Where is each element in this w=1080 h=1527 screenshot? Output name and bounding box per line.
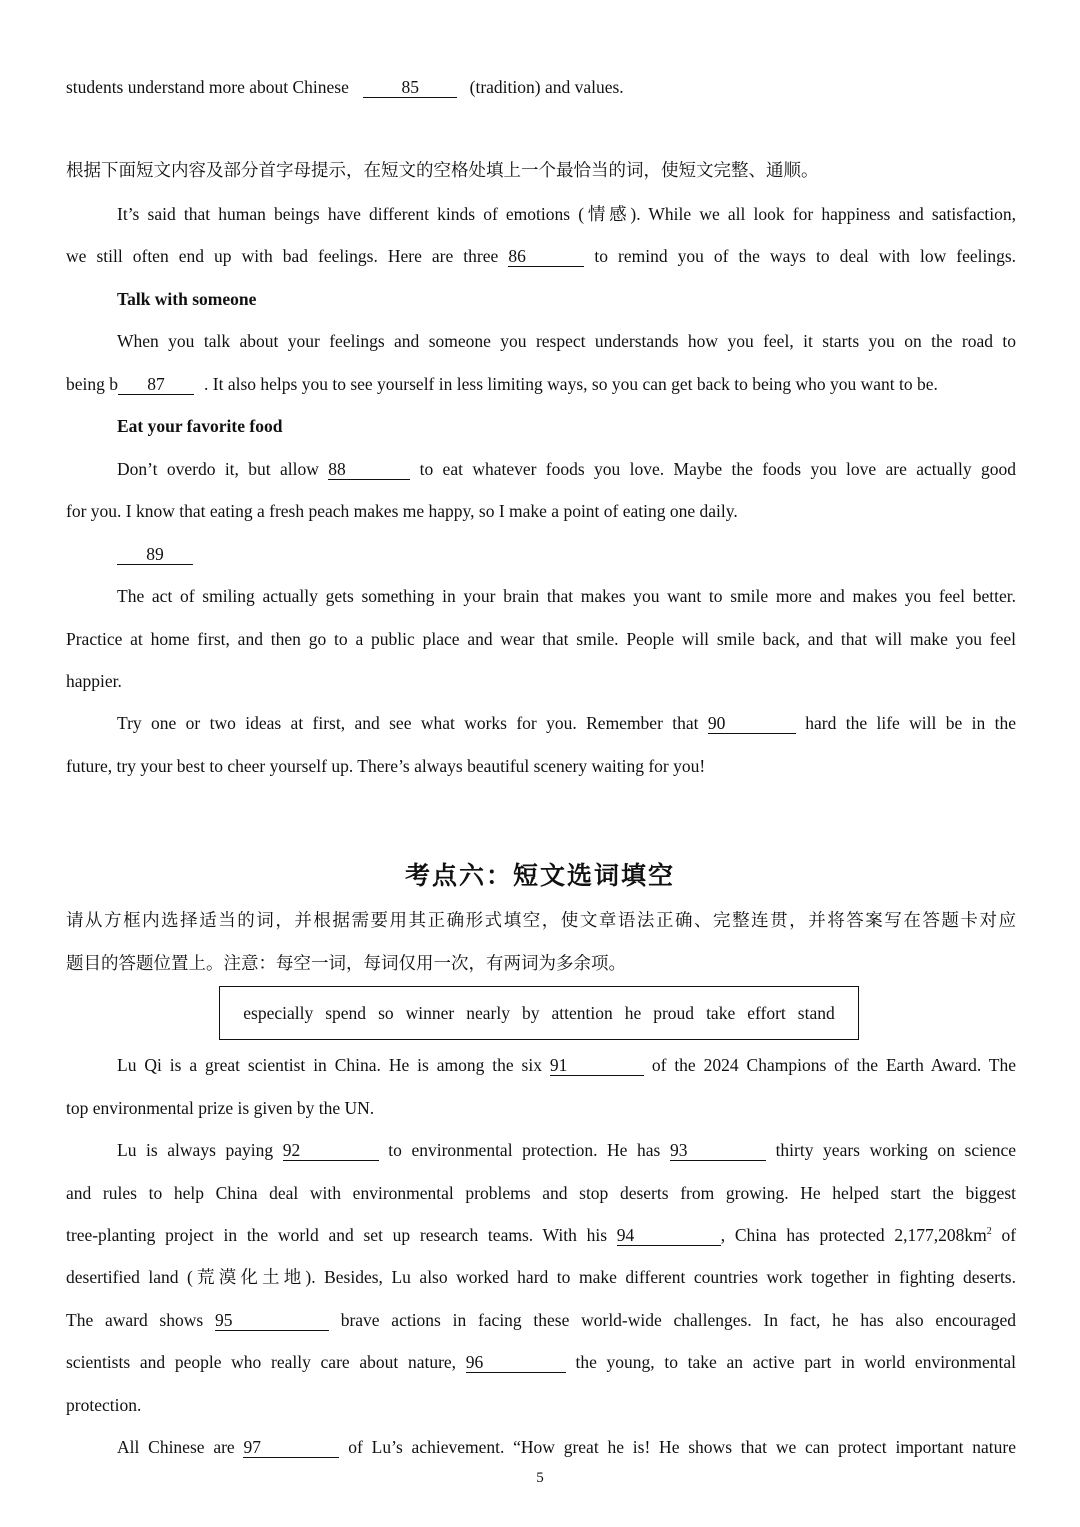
text-segment: The award shows bbox=[66, 1310, 204, 1330]
answer-blank-91: 91 bbox=[550, 1055, 644, 1076]
word-bank-item: by bbox=[521, 1002, 540, 1023]
answer-blank-89: 89 bbox=[117, 544, 193, 565]
paragraph-line: for you. I know that eating a fresh peach makes me happy, so I make a point of eating one daily. bbox=[66, 501, 738, 521]
text-segment: tree-planting project in the world and set up research teams. With his bbox=[66, 1225, 608, 1245]
text-segment: students understand more about Chinese bbox=[66, 77, 349, 97]
answer-blank-96: 96 bbox=[466, 1352, 566, 1373]
text-segment: to remind you of the ways to deal with low feelings. bbox=[594, 246, 1017, 266]
paragraph-line bbox=[66, 372, 1016, 396]
paragraph-line bbox=[66, 1223, 1016, 1247]
word-bank-item: especially bbox=[243, 1002, 314, 1023]
text-segment: to eat whatever foods you love. Maybe the foods you love are actually good bbox=[419, 459, 1016, 479]
text-segment: , China has protected 2,177,208km bbox=[720, 1225, 987, 1245]
text-segment: (tradition) and values. bbox=[469, 77, 624, 97]
text-segment: to environmental protection. He has bbox=[388, 1140, 661, 1160]
text-segment: Lu Qi is a great scientist in China. He is among the six bbox=[117, 1055, 542, 1075]
text-segment: Don’t overdo it, but allow bbox=[117, 459, 319, 479]
instruction-text: 根据下面短文内容及部分首字母提示，在短文的空格处填上一个最恰当的词，使短文完整、通顺。 bbox=[66, 160, 819, 180]
paragraph-line: top environmental prize is given by the UN. bbox=[66, 1098, 375, 1118]
text-segment: of bbox=[1001, 1225, 1017, 1245]
text-segment: the young, to take an active part in world environmental bbox=[575, 1352, 1017, 1372]
text-segment: Try one or two ideas at first, and see what works for you. Remember that bbox=[117, 713, 699, 733]
text-line bbox=[66, 75, 1016, 99]
answer-blank-90: 90 bbox=[708, 713, 796, 734]
text-segment: hard the life will be in the bbox=[805, 713, 1017, 733]
word-bank-item: proud bbox=[653, 1002, 695, 1023]
paragraph-line bbox=[117, 711, 1016, 735]
text-segment: . It also helps you to see yourself in less limiting ways, so you can get back to being who you want to be. bbox=[204, 374, 938, 394]
text-segment: we still often end up with bad feelings. Here are three bbox=[66, 246, 499, 266]
paragraph-line: Practice at home first, and then go to a public place and wear that smile. People will smile back, and that will make you feel bbox=[66, 629, 1016, 649]
paragraph-line: desertified land (荒漠化土地). Besides, Lu also worked hard to make different countries work together in fighting deserts. bbox=[66, 1267, 1016, 1287]
paragraph-line: future, try your best to cheer yourself up. There’s always beautiful scenery waiting for you! bbox=[66, 756, 706, 776]
word-bank-item: nearly bbox=[466, 1002, 510, 1023]
word-bank-item: take bbox=[706, 1002, 736, 1023]
text-segment: of the 2024 Champions of the Earth Award. The bbox=[651, 1055, 1016, 1075]
section-heading: Talk with someone bbox=[117, 289, 257, 309]
paragraph-line bbox=[66, 1350, 1016, 1374]
instruction-text: 请从方框内选择适当的词，并根据需要用其正确形式填空，使文章语法正确、完整连贯，并将答案写在答题卡对应 bbox=[66, 910, 1016, 930]
text-segment: brave actions in facing these world-wide challenges. In fact, he has also encouraged bbox=[340, 1310, 1017, 1330]
paragraph-line bbox=[117, 1435, 1016, 1459]
answer-blank-93: 93 bbox=[670, 1140, 766, 1161]
page-number: 5 bbox=[536, 1470, 544, 1486]
answer-blank-85: 85 bbox=[363, 77, 457, 98]
paragraph-line bbox=[66, 244, 1016, 268]
word-bank-item: winner bbox=[405, 1002, 455, 1023]
paragraph-line bbox=[117, 542, 1016, 566]
word-bank-item: so bbox=[378, 1002, 394, 1023]
word-bank-item: stand bbox=[797, 1002, 835, 1023]
instruction-text: 题目的答题位置上。注意：每空一词，每词仅用一次，有两词为多余项。 bbox=[66, 953, 626, 973]
answer-blank-86: 86 bbox=[508, 246, 584, 267]
word-bank-item: spend bbox=[325, 1002, 367, 1023]
word-bank-item: he bbox=[624, 1002, 642, 1023]
paragraph-line: and rules to help China deal with environmental problems and stop deserts from growing. He helped start the biggest bbox=[66, 1183, 1016, 1203]
answer-blank-97: 97 bbox=[243, 1437, 339, 1458]
superscript: 2 bbox=[986, 1226, 992, 1238]
text-segment: of Lu’s achievement. “How great he is! He shows that we can protect important nature bbox=[348, 1437, 1017, 1457]
answer-blank-94: 94 bbox=[617, 1225, 721, 1246]
text-segment: being b bbox=[66, 374, 119, 394]
paragraph-line: When you talk about your feelings and someone you respect understands how you feel, it starts you on the road to bbox=[117, 331, 1016, 351]
paragraph-line bbox=[117, 1053, 1016, 1077]
section-title: 考点六：短文选词填空 bbox=[404, 861, 675, 890]
section-heading: Eat your favorite food bbox=[117, 416, 283, 436]
paragraph-line bbox=[66, 1308, 1016, 1332]
text-segment: All Chinese are bbox=[117, 1437, 235, 1457]
paragraph-line: happier. bbox=[66, 671, 122, 691]
text-segment: thirty years working on science bbox=[775, 1140, 1017, 1160]
paragraph-line bbox=[117, 1138, 1016, 1162]
text-segment: Lu is always paying bbox=[117, 1140, 274, 1160]
answer-blank-92: 92 bbox=[283, 1140, 379, 1161]
word-bank-box bbox=[219, 986, 859, 1040]
word-bank-item: attention bbox=[551, 1002, 613, 1023]
word-bank-item: effort bbox=[747, 1002, 786, 1023]
paragraph-line bbox=[117, 457, 1016, 481]
paragraph-line: It’s said that human beings have different kinds of emotions (情感). While we all look for happiness and satisfaction, bbox=[117, 204, 1016, 224]
answer-blank-87: 87 bbox=[118, 374, 194, 395]
answer-blank-88: 88 bbox=[328, 459, 410, 480]
text-segment: scientists and people who really care about nature, bbox=[66, 1352, 457, 1372]
paragraph-line: protection. bbox=[66, 1395, 142, 1415]
answer-blank-95: 95 bbox=[215, 1310, 329, 1331]
paragraph-line: The act of smiling actually gets something in your brain that makes you want to smile more and makes you feel better. bbox=[117, 586, 1016, 606]
